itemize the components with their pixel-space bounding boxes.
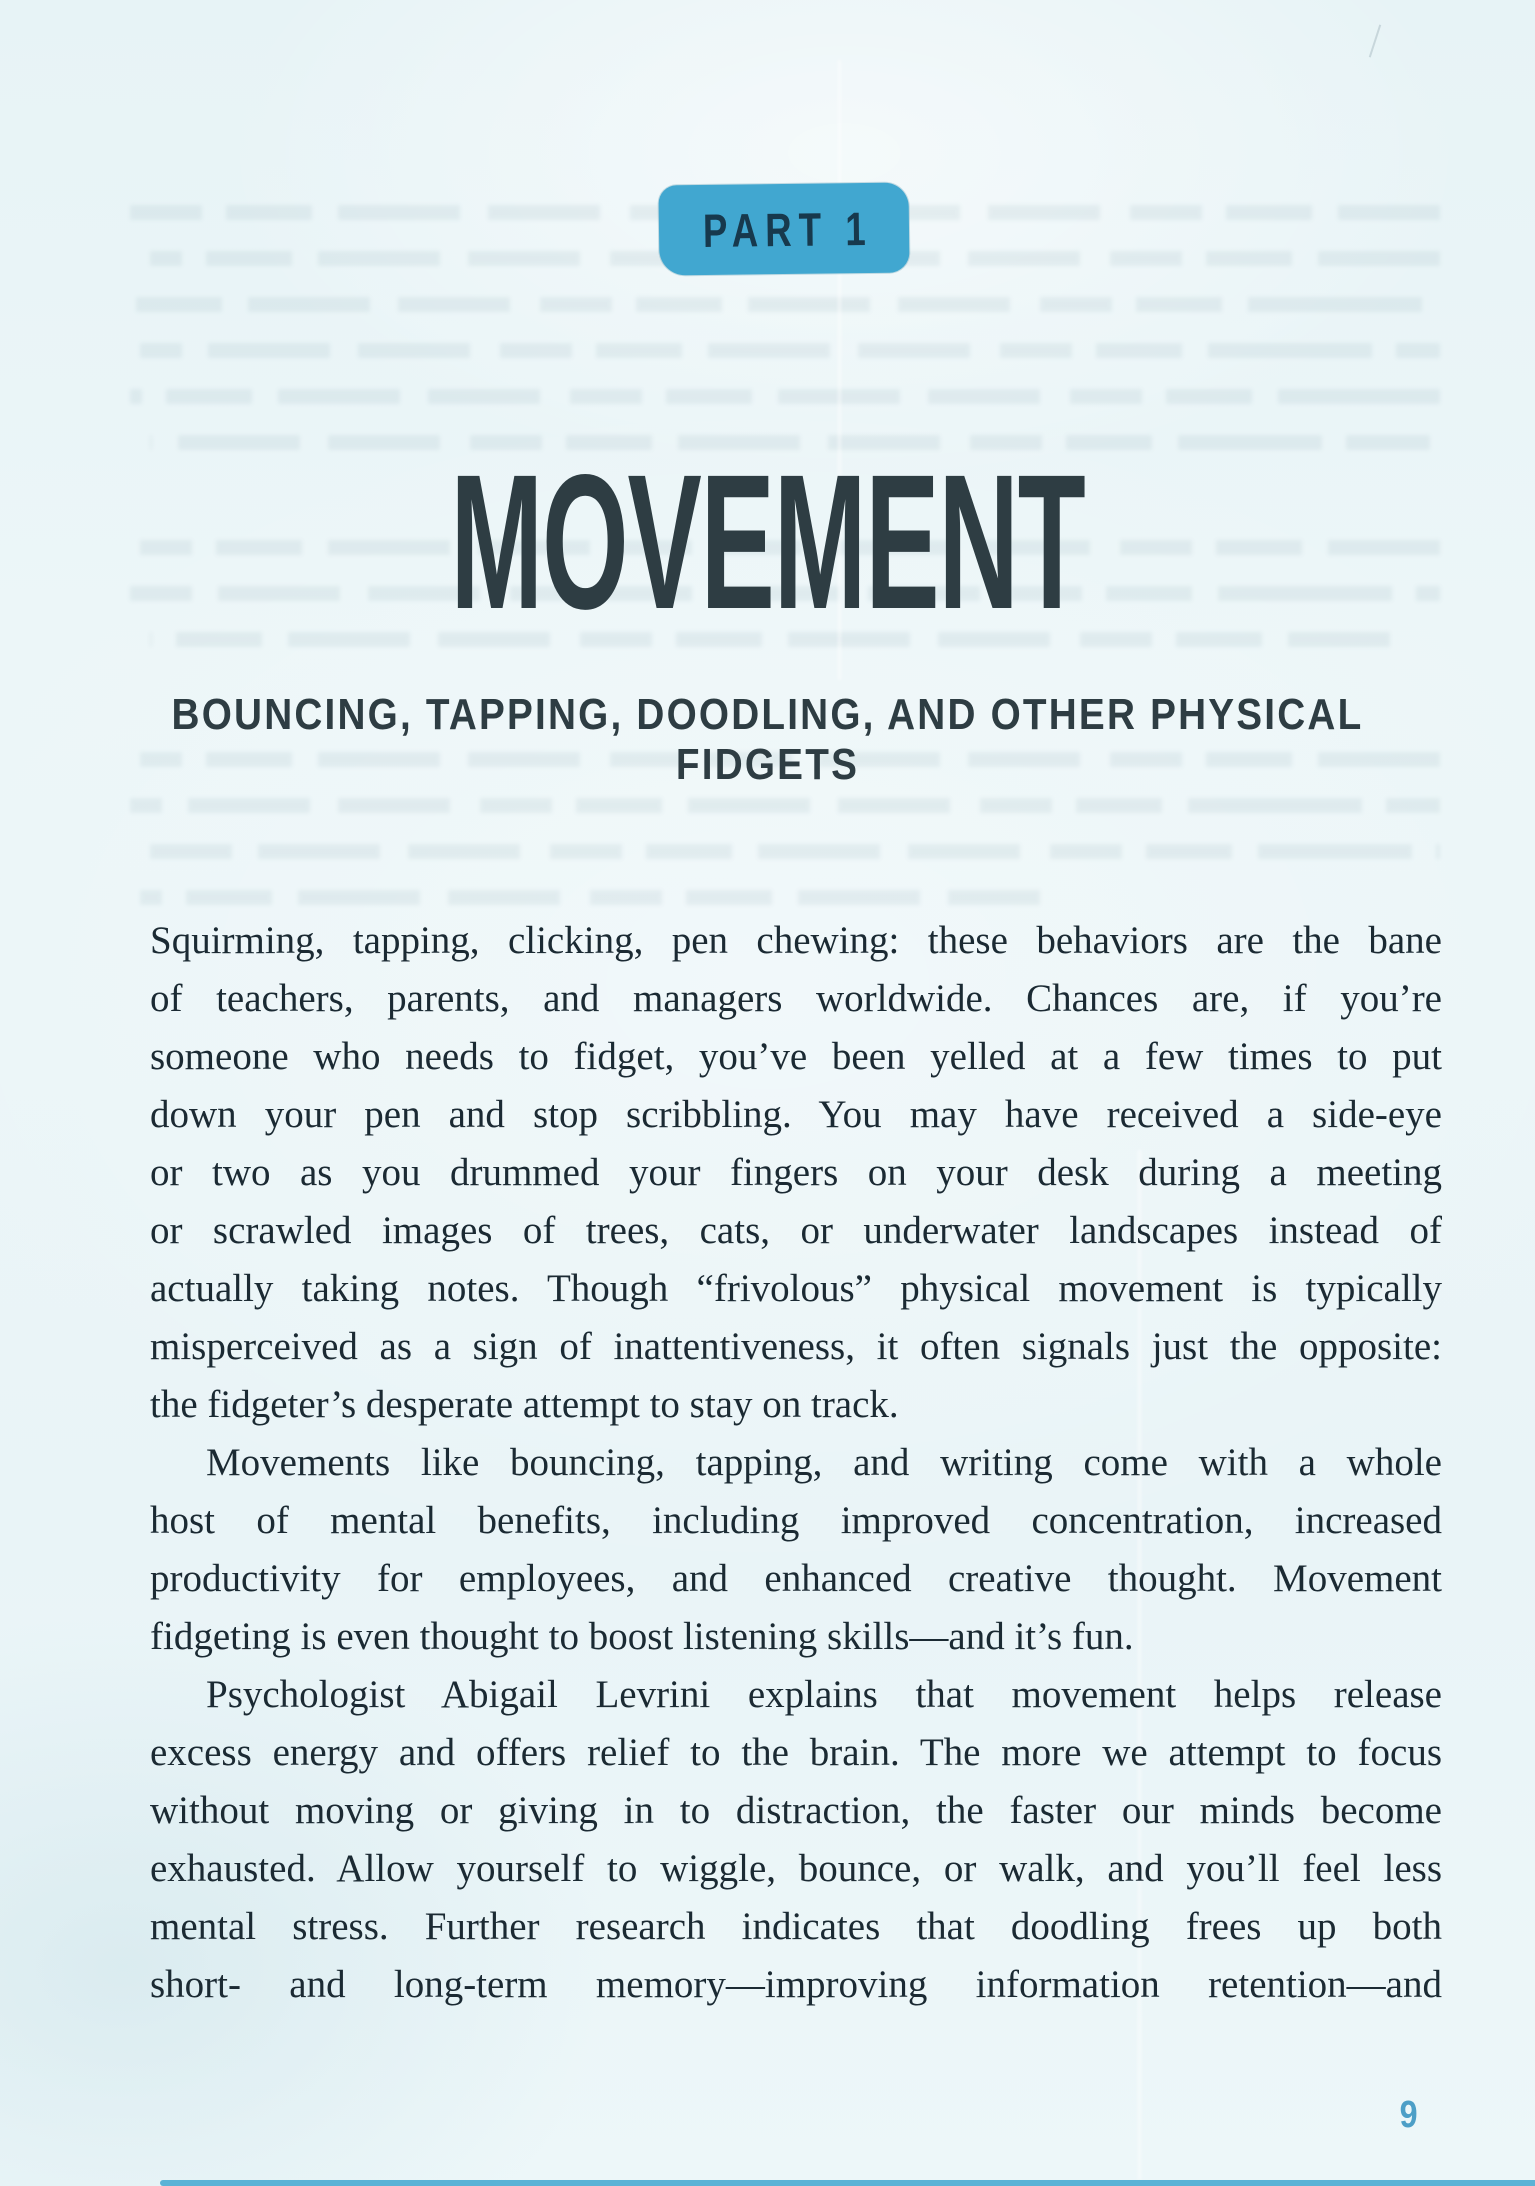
body-text [150, 912, 1442, 2014]
body-line: host of mental benefits, including improved concentration, increased [150, 1499, 1442, 1542]
body-line: someone who needs to fidget, you’ve been yelled at a few times to put [150, 1035, 1442, 1078]
body-line: or two as you drummed your fingers on your desk during a meeting [150, 1151, 1442, 1194]
bleed-through-row [150, 844, 1440, 859]
chapter-title: MOVEMENT [450, 434, 1085, 649]
stray-pen-mark [1369, 25, 1381, 58]
body-line: productivity for employees, and enhanced creative thought. Movement [150, 1557, 1442, 1600]
body-line: Psychologist Abigail Levrini explains that movement helps release [206, 1673, 1442, 1716]
body-line: of teachers, parents, and managers worldwide. Chances are, if you’re [150, 977, 1442, 1020]
chapter-subtitle: BOUNCING, TAPPING, DOODLING, AND OTHER PHYSICAL FIDGETS [171, 690, 1364, 789]
page-number: 9 [1399, 2094, 1418, 2136]
bleed-through-row [140, 890, 1040, 905]
body-line: Squirming, tapping, clicking, pen chewing: these behaviors are the bane [150, 919, 1442, 962]
body-line: mental stress. Further research indicates that doodling frees up both [150, 1905, 1442, 1948]
body-line: fidgeting is even thought to boost listening skills—and it’s fun. [150, 1615, 1134, 1658]
bleed-through-row [130, 297, 1440, 312]
bleed-through-row [130, 798, 1440, 813]
bleed-through-row [130, 389, 1440, 404]
page-edge-bar [160, 2180, 1535, 2186]
body-line: short- and long-term memory—improving information retention—and [150, 1963, 1442, 2006]
bleed-through-row [140, 343, 1440, 358]
body-line: misperceived as a sign of inattentiveness, it often signals just the opposite: [150, 1325, 1442, 1368]
part-badge-label: PART 1 [701, 201, 873, 257]
body-line: excess energy and offers relief to the brain. The more we attempt to focus [150, 1731, 1442, 1774]
body-line: Movements like bouncing, tapping, and writing come with a whole [206, 1441, 1442, 1484]
body-line: without moving or giving in to distraction, the faster our minds become [150, 1789, 1442, 1832]
body-line: exhausted. Allow yourself to wiggle, bounce, or walk, and you’ll feel less [150, 1847, 1442, 1890]
body-line: actually taking notes. Though “frivolous” physical movement is typically [150, 1267, 1442, 1310]
body-line: the fidgeter’s desperate attempt to stay on track. [150, 1383, 899, 1426]
part-badge [658, 182, 909, 275]
body-line: or scrawled images of trees, cats, or underwater landscapes instead of [150, 1209, 1442, 1252]
body-line: down your pen and stop scribbling. You may have received a side-eye [150, 1093, 1442, 1136]
